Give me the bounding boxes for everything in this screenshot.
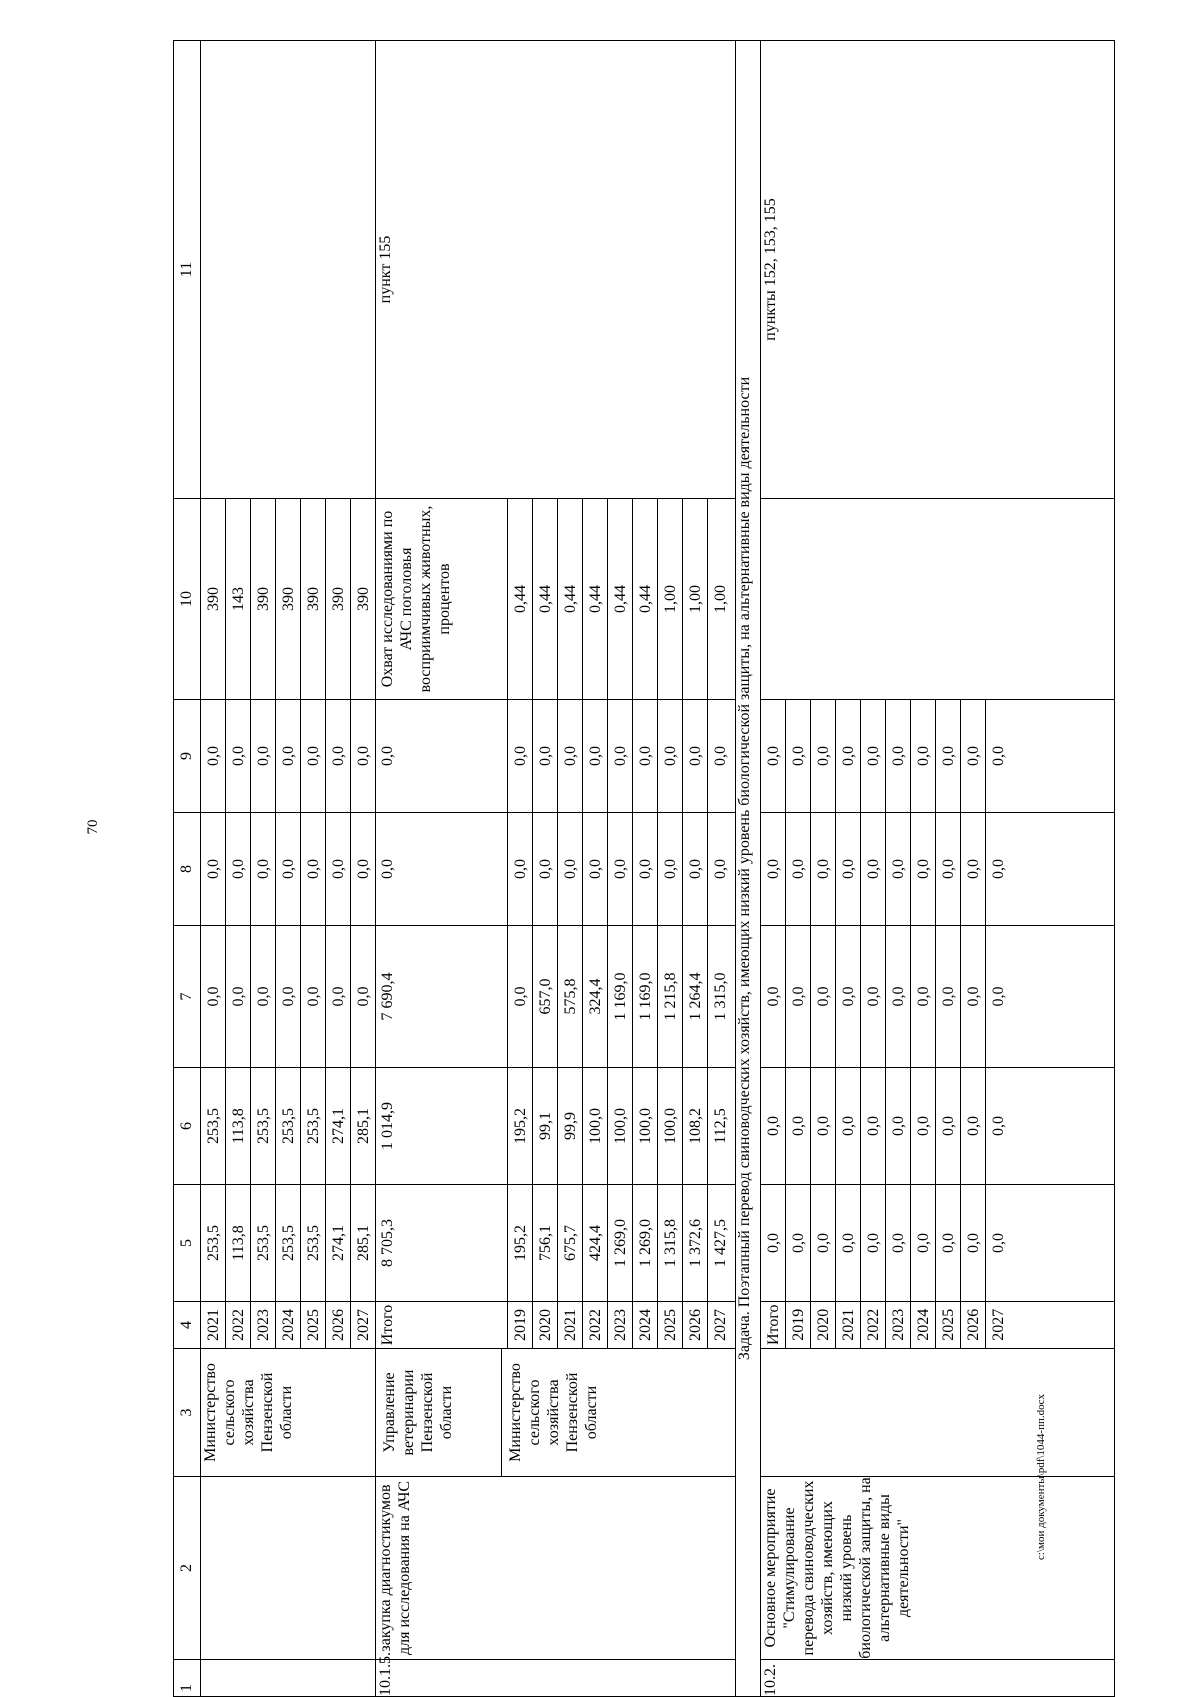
value: 0,0: [251, 926, 276, 1067]
executor-b: Министерство сельского хозяйства Пензенской области: [507, 1363, 600, 1462]
value: 1 269,0: [633, 1185, 658, 1301]
value: 0,0: [989, 1233, 1007, 1253]
value: 0,0: [761, 813, 786, 925]
value: 0,0: [886, 700, 911, 812]
value: 285,1: [354, 1108, 372, 1144]
col8-cell: [376, 813, 736, 926]
year-value: 2020: [811, 1302, 836, 1349]
years-cell: [201, 1302, 376, 1349]
year-value: 2027: [711, 1309, 729, 1341]
value: 0,0: [911, 700, 936, 812]
value: 1 427,5: [711, 1219, 729, 1267]
value: 0,0: [786, 926, 811, 1067]
year-value: Итого: [761, 1302, 786, 1349]
value: 0,0: [936, 926, 961, 1067]
year-value: 2022: [226, 1302, 251, 1348]
value: 390: [251, 499, 276, 699]
header-cell: 7: [174, 926, 201, 1068]
year-value: 2024: [633, 1302, 658, 1348]
reference-cell: пункт 155: [376, 41, 736, 499]
value: 0,0: [836, 813, 861, 925]
value: 1 315,8: [658, 1185, 683, 1301]
value: 0,44: [533, 499, 558, 699]
value: 100,0: [633, 1068, 658, 1184]
item-name: Основное мероприятие "Стимулирование перевода свиноводческих хозяйств, имеющих низкий уровень биологической защиты, на альтернативные виды деятельности": [761, 1477, 1115, 1660]
value: 0,0: [936, 813, 961, 925]
year-value: 2027: [989, 1308, 1007, 1341]
total-value: 8 705,3: [376, 1185, 508, 1301]
value: 0,0: [558, 700, 583, 812]
header-cell: 9: [174, 700, 201, 813]
value: 0,0: [989, 1116, 1007, 1136]
value: 0,0: [508, 813, 533, 925]
value: 1 169,0: [633, 926, 658, 1067]
executor-a: Управление ветеринарии Пензенской области: [376, 1349, 502, 1476]
value: 756,1: [533, 1185, 558, 1301]
value: 0,44: [583, 499, 608, 699]
value: 0,0: [989, 986, 1007, 1007]
value: 390: [301, 499, 326, 699]
executor-cell: [376, 1349, 736, 1477]
value: 253,5: [276, 1068, 301, 1184]
value: 0,0: [886, 813, 911, 925]
value: 0,0: [836, 926, 861, 1067]
value: 253,5: [251, 1185, 276, 1301]
header-cell: 3: [174, 1349, 201, 1477]
value: 0,0: [276, 813, 301, 925]
col5-cell: [376, 1185, 736, 1302]
value: 0,0: [608, 700, 633, 812]
value: 0,0: [989, 746, 1007, 766]
value: 0,0: [836, 1068, 861, 1184]
value: 1 315,0: [711, 972, 729, 1021]
value: 657,0: [533, 926, 558, 1067]
year-value: 2020: [533, 1302, 558, 1348]
value: 0,0: [508, 926, 533, 1067]
value: 0,0: [633, 700, 658, 812]
value: 1 264,4: [683, 926, 708, 1067]
value: 0,0: [911, 926, 936, 1067]
value: 0,0: [633, 813, 658, 925]
value: 274,1: [326, 1068, 351, 1184]
header-cell: 10: [174, 499, 201, 700]
col5-cell: [761, 1185, 1115, 1302]
col7-cell: [201, 926, 376, 1068]
year-value: 2021: [558, 1302, 583, 1348]
value: 0,0: [836, 700, 861, 812]
year-value: 2024: [276, 1302, 301, 1348]
year-value: 2024: [911, 1302, 936, 1349]
col5-cell: [201, 1185, 376, 1302]
value: 0,0: [761, 1068, 786, 1184]
executor-cell: Министерство сельского хозяйства Пензенской области: [201, 1349, 376, 1477]
value: 0,0: [711, 859, 729, 879]
year-value: 2026: [326, 1302, 351, 1348]
value: 0,0: [761, 1185, 786, 1301]
value: 0,0: [961, 1185, 986, 1301]
program-table: [173, 40, 1115, 1697]
value: 0,0: [226, 813, 251, 925]
indicator-text: Охват исследованиями по АЧС поголовья восприимчивых животных, процентов: [376, 499, 508, 699]
value: 0,0: [761, 700, 786, 812]
value: 253,5: [251, 1068, 276, 1184]
empty-cell: [201, 41, 376, 499]
value: 253,5: [301, 1185, 326, 1301]
value: 575,8: [558, 926, 583, 1067]
col10-cell: [201, 499, 376, 700]
col7-cell: [376, 926, 736, 1068]
year-value: 2022: [861, 1302, 886, 1349]
header-cell: 8: [174, 813, 201, 926]
value: 0,0: [301, 700, 326, 812]
value: 0,0: [533, 813, 558, 925]
total-value: 0,0: [376, 700, 508, 812]
value: 0,0: [326, 813, 351, 925]
value: 195,2: [508, 1185, 533, 1301]
value: 0,0: [583, 813, 608, 925]
value: 1 372,6: [683, 1185, 708, 1301]
value: 0,0: [936, 700, 961, 812]
header-cell: 11: [174, 41, 201, 499]
value: 253,5: [201, 1185, 226, 1301]
year-value: 2023: [608, 1302, 633, 1348]
value: 0,0: [886, 1068, 911, 1184]
year-value: 2021: [201, 1302, 226, 1348]
total-value: 1 014,9: [376, 1068, 508, 1184]
header-cell: 4: [174, 1302, 201, 1349]
value: 0,0: [276, 926, 301, 1067]
task-text: Задача. Поэтапный перевод свиноводческих хозяйств, имеющих низкий уровень биологической защиты, на альтернативные виды деятельности: [736, 41, 761, 1697]
value: 0,0: [811, 813, 836, 925]
header-cell: 1: [174, 1660, 201, 1697]
value: 0,0: [961, 926, 986, 1067]
value: 195,2: [508, 1068, 533, 1184]
value: 0,0: [683, 813, 708, 925]
year-value: 2026: [683, 1302, 708, 1348]
total-value: 0,0: [376, 813, 508, 925]
value: 0,0: [786, 1185, 811, 1301]
year-value: 2019: [786, 1302, 811, 1349]
value: 0,0: [861, 1185, 886, 1301]
value: 285,1: [354, 1225, 372, 1261]
value: 0,0: [861, 813, 886, 925]
years-cell: [376, 1302, 736, 1349]
value: 0,0: [861, 1068, 886, 1184]
value: 0,44: [633, 499, 658, 699]
total-label: Итого: [376, 1302, 508, 1348]
col9-cell: [761, 700, 1115, 813]
value: 0,0: [761, 926, 786, 1067]
value: 100,0: [583, 1068, 608, 1184]
item-number: 10.1.5.: [376, 1660, 736, 1697]
value: 0,0: [533, 700, 558, 812]
year-value: 2022: [583, 1302, 608, 1348]
block2-row: [376, 41, 736, 1697]
year-value: 2023: [251, 1302, 276, 1348]
empty-cell: [761, 499, 1115, 700]
header-row: [174, 41, 201, 1697]
col9-cell: [201, 700, 376, 813]
year-value: 2025: [658, 1302, 683, 1348]
value: 0,0: [251, 700, 276, 812]
years-cell: [761, 1302, 1115, 1349]
value: 1,00: [711, 585, 729, 613]
empty-cell: [201, 1477, 376, 1660]
value: 143: [226, 499, 251, 699]
empty-cell: [201, 1660, 376, 1697]
value: 0,0: [786, 1068, 811, 1184]
value: 1 269,0: [608, 1185, 633, 1301]
value: 0,0: [276, 700, 301, 812]
value: 0,0: [508, 700, 533, 812]
col10-cell: [376, 499, 736, 700]
value: 0,0: [911, 1185, 936, 1301]
item-name: закупка диагностикумов для исследования на АЧС: [376, 1477, 736, 1660]
value: 1,00: [658, 499, 683, 699]
value: 390: [201, 499, 226, 699]
footer-file-path: c:\мои документы\pdf\1044-пп.docx: [1035, 1393, 1047, 1560]
value: 274,1: [326, 1185, 351, 1301]
value: 1 169,0: [608, 926, 633, 1067]
value: 424,4: [583, 1185, 608, 1301]
item-number: 10.2.: [761, 1660, 1115, 1697]
col7-cell: [761, 926, 1115, 1068]
rotated-table-container: [173, 41, 1115, 1697]
value: 0,0: [911, 1068, 936, 1184]
year-value: 2025: [301, 1302, 326, 1348]
col8-cell: [761, 813, 1115, 926]
value: 0,44: [608, 499, 633, 699]
col6-cell: [376, 1068, 736, 1185]
value: 99,9: [558, 1068, 583, 1184]
empty-cell: [761, 1349, 1115, 1477]
value: 0,0: [226, 700, 251, 812]
year-value: 2021: [836, 1302, 861, 1349]
value: 0,0: [811, 1185, 836, 1301]
col8-cell: [201, 813, 376, 926]
value: 0,0: [354, 746, 372, 766]
col6-cell: [761, 1068, 1115, 1185]
value: 0,0: [558, 813, 583, 925]
year-value: 2025: [936, 1302, 961, 1349]
header-cell: 2: [174, 1477, 201, 1660]
year-value: 2027: [354, 1309, 372, 1341]
total-value: 7 690,4: [376, 926, 508, 1067]
value: 99,1: [533, 1068, 558, 1184]
value: 0,0: [201, 700, 226, 812]
value: 0,0: [989, 859, 1007, 879]
value: 253,5: [276, 1185, 301, 1301]
block1-row: [201, 41, 376, 1697]
value: 0,0: [811, 926, 836, 1067]
value: 0,0: [786, 813, 811, 925]
value: 0,0: [683, 700, 708, 812]
value: 0,0: [301, 926, 326, 1067]
value: 675,7: [558, 1185, 583, 1301]
value: 0,0: [861, 926, 886, 1067]
value: 0,0: [658, 700, 683, 812]
value: 0,0: [201, 926, 226, 1067]
value: 0,0: [886, 926, 911, 1067]
value: 113,8: [226, 1068, 251, 1184]
value: 0,0: [961, 700, 986, 812]
value: 113,8: [226, 1185, 251, 1301]
value: 0,0: [961, 1068, 986, 1184]
value: 100,0: [608, 1068, 633, 1184]
value: 0,0: [583, 700, 608, 812]
value: 0,0: [886, 1185, 911, 1301]
header-cell: 5: [174, 1185, 201, 1302]
value: 0,0: [201, 813, 226, 925]
value: 390: [354, 587, 372, 611]
task-row: [736, 41, 761, 1697]
block3-row: [761, 41, 1115, 1697]
value: 0,0: [608, 813, 633, 925]
value: 324,4: [583, 926, 608, 1067]
value: 0,0: [911, 813, 936, 925]
value: 1 215,8: [658, 926, 683, 1067]
value: 0,0: [326, 926, 351, 1067]
header-cell: 6: [174, 1068, 201, 1185]
value: 0,44: [558, 499, 583, 699]
value: 0,0: [936, 1068, 961, 1184]
value: 0,0: [961, 813, 986, 925]
col6-cell: [201, 1068, 376, 1185]
value: 0,0: [811, 1068, 836, 1184]
year-value: 2019: [508, 1302, 533, 1348]
value: 0,0: [326, 700, 351, 812]
year-value: 2026: [961, 1302, 986, 1349]
value: 0,0: [226, 926, 251, 1067]
value: 0,0: [861, 700, 886, 812]
page-number: 70: [85, 819, 101, 835]
value: 253,5: [201, 1068, 226, 1184]
value: 0,0: [354, 859, 372, 879]
value: 0,0: [786, 700, 811, 812]
reference-cell: пункты 152, 153, 155: [761, 41, 1115, 499]
value: 0,0: [354, 986, 372, 1007]
value: 100,0: [658, 1068, 683, 1184]
value: 0,0: [658, 813, 683, 925]
col9-cell: [376, 700, 736, 813]
value: 253,5: [301, 1068, 326, 1184]
value: 1,00: [683, 499, 708, 699]
value: 0,0: [711, 746, 729, 766]
value: 390: [326, 499, 351, 699]
value: 0,0: [251, 813, 276, 925]
year-value: 2023: [886, 1302, 911, 1349]
value: 0,0: [301, 813, 326, 925]
value: 0,0: [836, 1185, 861, 1301]
value: 112,5: [711, 1108, 729, 1144]
value: 0,0: [811, 700, 836, 812]
value: 108,2: [683, 1068, 708, 1184]
value: 390: [276, 499, 301, 699]
value: 0,44: [508, 499, 533, 699]
value: 0,0: [936, 1185, 961, 1301]
